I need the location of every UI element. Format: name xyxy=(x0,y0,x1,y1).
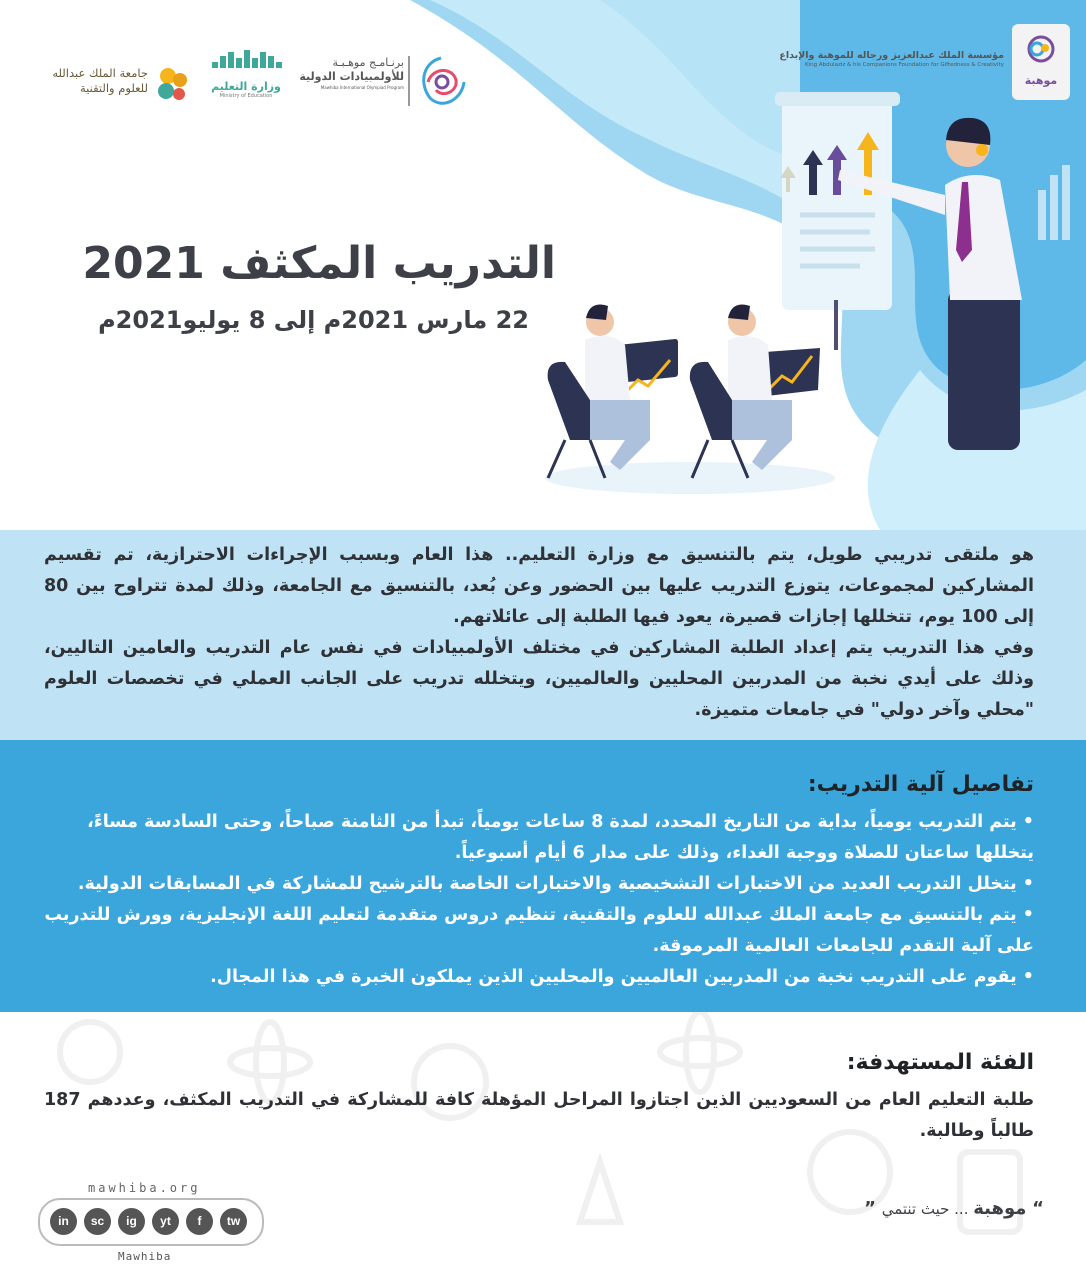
mechanism-heading: تفاصيل آلية التدريب: xyxy=(807,772,1034,797)
twitter-icon[interactable]: tw xyxy=(220,1208,247,1235)
olympiad-program-logo xyxy=(300,48,470,118)
date-range: 22 مارس 2021م إلى 8 يوليو2021م xyxy=(98,306,529,334)
mechanism-item: • يتخلل التدريب العديد من الاختبارات التشخيصية والاختبارات الخاصة بالترشيح للمشاركة في المسابقات الدولية. xyxy=(77,874,1034,894)
slogan-brand: موهبة xyxy=(973,1198,1027,1219)
kaust-logo-icon xyxy=(152,64,194,104)
slogan-rest: ... حيث تنتمي xyxy=(881,1200,974,1218)
mechanism-list xyxy=(44,807,1034,993)
page-title: التدريب المكثف 2021 xyxy=(82,238,556,289)
olympiad-logo-icon xyxy=(412,52,470,110)
moe-logo-icon xyxy=(208,48,284,76)
mawhiba-logo-icon xyxy=(1012,24,1070,70)
social-handle: Mawhiba xyxy=(118,1250,172,1263)
quote-close: ” xyxy=(864,1198,876,1219)
mechanism-item: • يقوم على التدريب نخبة من المدربين العالميين والمحليين الذين يملكون الخبرة في هذا المجال. xyxy=(210,967,1034,987)
mechanism-item: • يتم التدريب يومياً، بداية من التاريخ المحدد، لمدة 8 ساعات يومياً، تبدأ من الثامنة صباحاً، وحتى السادسة مساءً، يتخللها ساعتان للصلاة ووجبة الغداء، وذلك على مدار 6 أيام أسبوعياً. xyxy=(87,812,1034,863)
instagram-icon[interactable]: ig xyxy=(118,1208,145,1235)
olympiad-program-en: Mawhiba International Olympiad Program xyxy=(320,84,404,90)
kaust-line1: جامعة الملك عبدالله xyxy=(52,66,148,80)
mechanism-item: • يتم بالتنسيق مع جامعة الملك عبدالله للعلوم والتقنية، تنظيم دروس متقدمة لتعليم اللغة الإنجليزية، وورش للتدريب على آلية التقدم للجامعات العالمية المرموقة. xyxy=(44,905,1034,956)
social-links-bar xyxy=(38,1198,264,1246)
slogan xyxy=(864,1198,1044,1219)
linkedin-icon[interactable]: in xyxy=(50,1208,77,1235)
website-url[interactable]: mawhiba.org xyxy=(88,1181,201,1195)
mawhiba-badge-text: موهبة xyxy=(1024,74,1058,87)
mechanism-section xyxy=(0,740,1086,1012)
moe-name-en: Ministry of Education xyxy=(219,93,273,99)
moe-logo xyxy=(206,48,286,108)
target-text: طلبة التعليم العام من السعوديين الذين اجتازوا المراحل المؤهلة كافة للمشاركة في التدريب المكثف، وعددهم 187 طالباً وطالبة. xyxy=(44,1090,1034,1141)
mawhiba-foundation-name: مؤسسة الملك عبدالعزيز ورجاله للموهبة والإبداع King Abdulaziz & his Companions Foundation for Giftedness & Creativity xyxy=(779,50,1004,69)
quote-open: “ xyxy=(1032,1198,1044,1219)
facebook-icon[interactable]: f xyxy=(186,1208,213,1235)
kaust-logo xyxy=(30,62,200,106)
kaust-line2: للعلوم والتقنية xyxy=(79,80,148,95)
snapchat-icon[interactable]: sc xyxy=(84,1208,111,1235)
youtube-icon[interactable]: yt xyxy=(152,1208,179,1235)
intro-section xyxy=(0,530,1086,740)
intro-paragraph-2: وفي هذا التدريب يتم إعداد الطلبة المشاركين في مختلف الأولمبيادات في نفس عام التدريب والعامين التاليين، وذلك على أيدي نخبة من المدربين المحليين والعالميين، ويتخلله تدريب على الجانب العملي في تخصصات العلوم "محلي وآخر دولي" في جامعات متميزة. xyxy=(44,638,1034,720)
olympiad-program-line2: للأولمبيادات الدولية xyxy=(299,70,404,84)
olympiad-program-line1: برنـامـج موهـبـة xyxy=(332,56,404,69)
intro-paragraph-1: هو ملتقى تدريبي طويل، يتم بالتنسيق مع وزارة التعليم.. هذا العام وبسبب الإجراءات الاحترازية، تم تقسيم المشاركين لمجموعات، يتوزع التدريب عليها بين الحضور وعن بُعد، بالتنسيق مع الجامعة، وذلك لمدة تتراوح بين 80 إلى 100 يوم، تتخللها إجازات قصيرة، يعود فيها الطلبة إلى عائلاتهم. xyxy=(44,545,1034,627)
moe-name-ar: وزارة التعليم xyxy=(211,80,281,93)
mawhiba-badge-logo xyxy=(1012,24,1070,100)
target-heading: الفئة المستهدفة: xyxy=(846,1050,1034,1075)
